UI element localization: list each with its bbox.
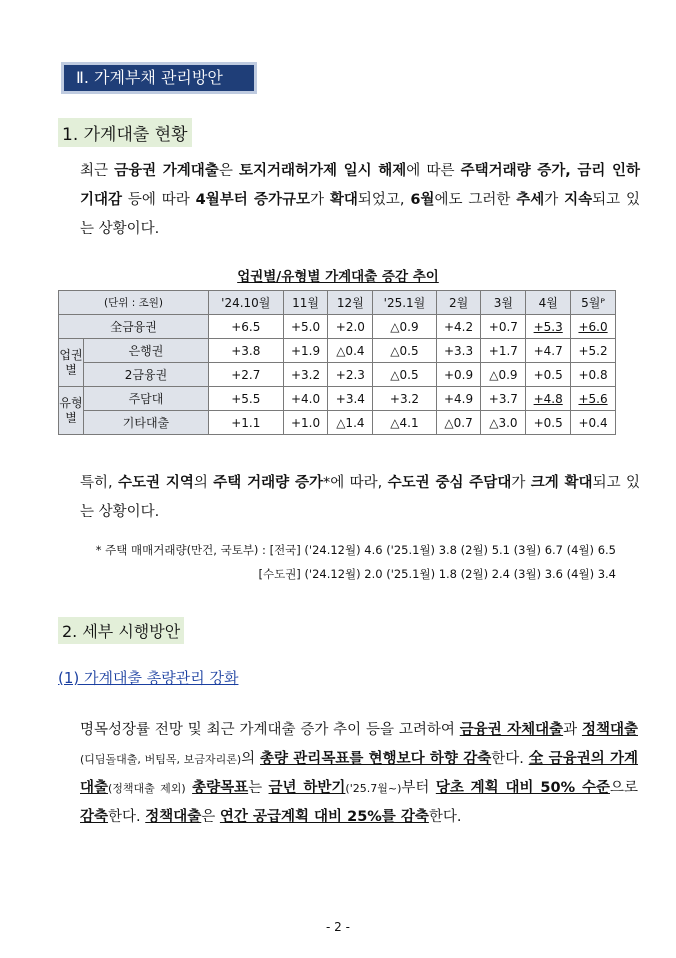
table-caption: 업권별/유형별 가계대출 증감 추이 xyxy=(237,269,439,285)
table-cell: △0.9 xyxy=(481,363,526,387)
row-label: 은행권 xyxy=(84,339,209,363)
table-cell: △1.4 xyxy=(328,411,373,435)
table-cell: +3.3 xyxy=(436,339,481,363)
table-cell: +3.4 xyxy=(328,387,373,411)
table-header-row xyxy=(59,291,616,315)
col-header: 11월 xyxy=(283,291,328,315)
table-cell: △4.1 xyxy=(373,411,436,435)
table-cell: +4.2 xyxy=(436,315,481,339)
col-header: 2월 xyxy=(436,291,481,315)
col-header: 12월 xyxy=(328,291,373,315)
loan-change-table xyxy=(58,290,616,435)
table-cell: +3.7 xyxy=(481,387,526,411)
table-cell: +5.2 xyxy=(571,339,616,363)
col-header: 4월 xyxy=(526,291,571,315)
table-cell: +3.8 xyxy=(208,339,283,363)
row-label: 기타대출 xyxy=(84,411,209,435)
col-header: '24.10월 xyxy=(208,291,283,315)
col-header: 5월ᴾ xyxy=(571,291,616,315)
table-cell: △0.5 xyxy=(373,339,436,363)
table-cell: +4.0 xyxy=(283,387,328,411)
table-cell: +1.9 xyxy=(283,339,328,363)
table-cell: +0.7 xyxy=(481,315,526,339)
table-cell: +4.8 xyxy=(526,387,571,411)
table-cell: +1.1 xyxy=(208,411,283,435)
table-cell: +1.0 xyxy=(283,411,328,435)
group-label-type: 유형별 xyxy=(59,387,84,435)
table-cell: △3.0 xyxy=(481,411,526,435)
table-cell: △0.9 xyxy=(373,315,436,339)
table-cell: +2.0 xyxy=(328,315,373,339)
table-cell: +4.7 xyxy=(526,339,571,363)
unit-label: (단위 : 조원) xyxy=(59,291,209,315)
table-cell: +0.5 xyxy=(526,411,571,435)
table-cell: +0.5 xyxy=(526,363,571,387)
row-label: 2금융권 xyxy=(84,363,209,387)
table-cell: +4.9 xyxy=(436,387,481,411)
table-cell: +5.3 xyxy=(526,315,571,339)
table-cell: △0.4 xyxy=(328,339,373,363)
table-cell: +0.8 xyxy=(571,363,616,387)
heading-detailed-measures: 2. 세부 시행방안 xyxy=(58,617,184,644)
table-row-total xyxy=(59,315,616,339)
heading-household-loan-status: 1. 가계대출 현황 xyxy=(58,118,192,147)
row-label: 全금융권 xyxy=(59,315,209,339)
table-cell: +3.2 xyxy=(373,387,436,411)
table-cell: +0.9 xyxy=(436,363,481,387)
table-cell: +6.0 xyxy=(571,315,616,339)
paragraph-loan-status: 최근 금융권 가계대출은 토지거래허가제 일시 해제에 따른 주택거래량 증가, 금리 인하 기대감 등에 따라 4월부터 증가규모가 확대되었고, 6월에도 그러한 추세가 지속되고 있는 상황이다. xyxy=(80,163,640,237)
table-cell: +5.5 xyxy=(208,387,283,411)
table-row xyxy=(59,387,616,411)
table-cell: +5.0 xyxy=(283,315,328,339)
table-row xyxy=(59,411,616,435)
page-number: - 2 - xyxy=(326,920,350,934)
col-header: 3월 xyxy=(481,291,526,315)
paragraph-total-management: 명목성장률 전망 및 최근 가계대출 증가 추이 등을 고려하여 금융권 자체대출과 정책대출(디딤돌대출, 버팀목, 보금자리론)의 총량 관리목표를 현행보다 하향 감축한다. 全 금융권의 가계대출(정책대출 제외) 총량목표는 금년 하반기('25.7월~)부터 당초 계획 대비 50% 수준으로 감축한다. 정책대출은 연간 공급계획 대비 25%를 감축한다. xyxy=(80,722,639,825)
table-row xyxy=(59,363,616,387)
table-row xyxy=(59,339,616,363)
table-cell: +2.7 xyxy=(208,363,283,387)
table-cell: △0.7 xyxy=(436,411,481,435)
group-label-sector: 업권별 xyxy=(59,339,84,387)
table-cell: +0.4 xyxy=(571,411,616,435)
table-cell: +6.5 xyxy=(208,315,283,339)
table-cell: △0.5 xyxy=(373,363,436,387)
footnote-line-1: * 주택 매매거래량(만건, 국토부) : [전국] ('24.12월) 4.6 ('25.1월) 3.8 (2월) 5.1 (3월) 6.7 (4월) 6.5 xyxy=(95,543,616,557)
heading-total-management: (1) 가계대출 총량관리 강화 xyxy=(58,669,239,687)
table-cell: +1.7 xyxy=(481,339,526,363)
section-title-box: Ⅱ. 가계부채 관리방안 xyxy=(61,62,257,94)
row-label: 주담대 xyxy=(84,387,209,411)
footnote-line-2: [수도권] ('24.12월) 2.0 ('25.1월) 1.8 (2월) 2.4 (3월) 3.6 (4월) 3.4 xyxy=(258,567,616,581)
col-header: '25.1월 xyxy=(373,291,436,315)
table-cell: +3.2 xyxy=(283,363,328,387)
table-cell: +5.6 xyxy=(571,387,616,411)
paragraph-capital-area: 특히, 수도권 지역의 주택 거래량 증가*에 따라, 수도권 중심 주담대가 크게 확대되고 있는 상황이다. xyxy=(80,475,640,520)
table-cell: +2.3 xyxy=(328,363,373,387)
